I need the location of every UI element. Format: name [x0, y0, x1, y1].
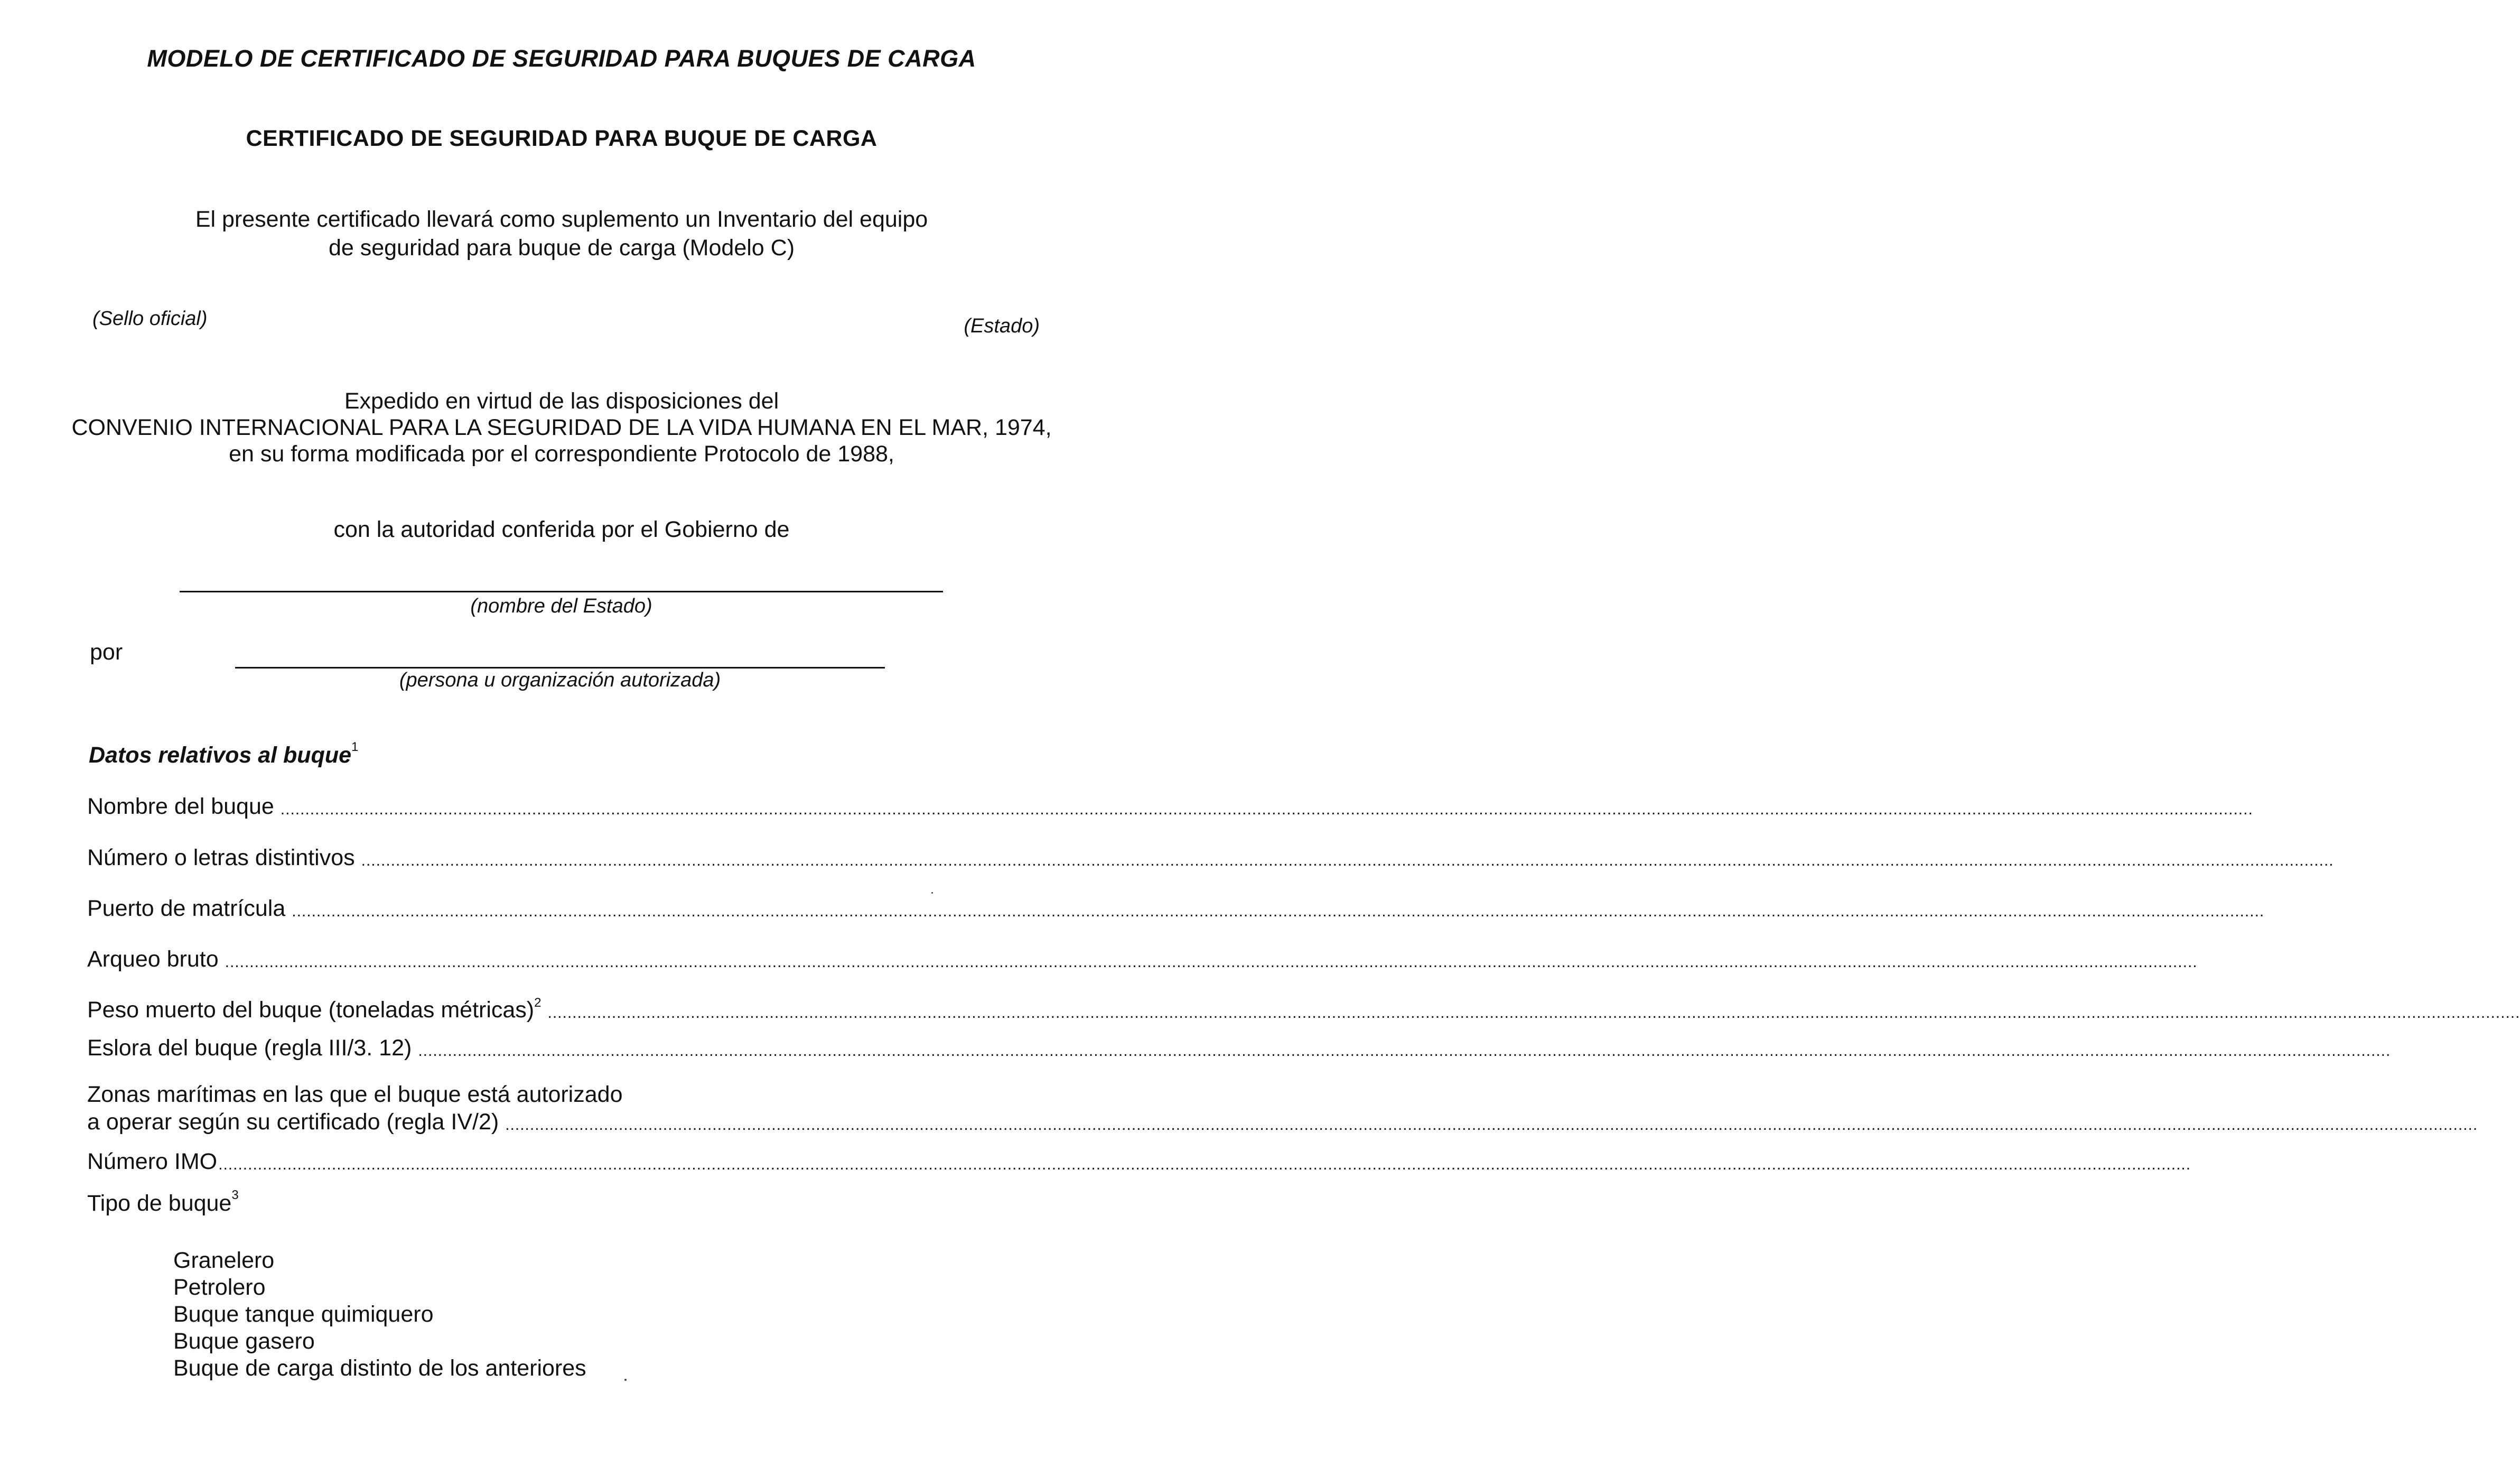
ship-length-field[interactable] — [87, 1034, 2391, 1062]
gross-tonnage-field[interactable] — [87, 945, 2198, 973]
ship-name-label: Nombre del buque — [87, 794, 274, 819]
distinctive-number-label: Número o letras distintivos — [87, 845, 355, 870]
state-label: (Estado) — [964, 315, 1040, 337]
deadweight-field[interactable] — [87, 989, 2520, 1024]
deadweight-dotted-line[interactable]: ................................................................................................................................................................................................................................................................................................................................................................................................................ — [547, 1004, 2520, 1022]
ship-name-field[interactable] — [87, 793, 2253, 820]
distinctive-number-field[interactable] — [87, 844, 2334, 871]
scan-speck — [931, 892, 933, 894]
authority-text: con la autoridad conferida por el Gobierno de — [333, 517, 790, 542]
footnote-marker-1: 1 — [351, 740, 359, 754]
ship-length-label: Eslora del buque (regla III/3. 12) — [87, 1035, 412, 1061]
imo-number-field[interactable] — [87, 1148, 2191, 1175]
state-name-caption: (nombre del Estado) — [470, 595, 652, 617]
ship-type-label: Tipo de buque$^3$ — [87, 1188, 239, 1216]
ship-type-list — [173, 1247, 586, 1382]
intro-text — [0, 205, 1123, 262]
ship-type-option[interactable]: Petrolero — [173, 1275, 266, 1300]
ship-type-option[interactable]: Buque de carga distinto de los anteriores — [173, 1355, 586, 1381]
ship-type-option[interactable]: Buque gasero — [173, 1329, 315, 1354]
ship-length-dotted-line[interactable]: ................................................................................................................................................................................................................................................................................................................................................................................................................ — [418, 1042, 2391, 1060]
seal-label: (Sello oficial) — [92, 308, 208, 330]
state-name-line[interactable] — [180, 591, 943, 592]
organization-line[interactable] — [235, 667, 885, 668]
organization-caption: (persona u organización autorizada) — [399, 669, 721, 691]
footnote-marker-2: 2 — [534, 996, 542, 1010]
ship-type-option[interactable]: Granelero — [173, 1248, 275, 1273]
sea-areas-dotted-line[interactable]: ................................................................................................................................................................................................................................................................................................................................................................................................................ — [505, 1116, 2478, 1134]
issued-line-2: CONVENIO INTERNACIONAL PARA LA SEGURIDAD DE LA VIDA HUMANA EN EL MAR, 1974, — [71, 415, 1052, 440]
sea-areas-label-line-2: a operar según su certificado (regla IV/2) — [87, 1109, 499, 1135]
model-title: MODELO DE CERTIFICADO DE SEGURIDAD PARA BUQUES DE CARGA — [147, 45, 976, 72]
sea-areas-label-line-1: Zonas marítimas en las que el buque está autorizado — [87, 1082, 623, 1107]
issued-line-1: Expedido en virtud de las disposiciones del — [344, 388, 779, 414]
scan-speck — [624, 1379, 627, 1381]
imo-number-label: Número IMO — [87, 1149, 218, 1174]
gross-tonnage-dotted-line[interactable]: ................................................................................................................................................................................................................................................................................................................................................................................................................ — [225, 953, 2198, 971]
intro-line-2: de seguridad para buque de carga (Modelo C) — [328, 235, 795, 261]
footnote-marker-3: 3 — [231, 1188, 239, 1202]
deadweight-label: Peso muerto del buque (toneladas métricas)$^2$ — [87, 996, 542, 1023]
imo-number-dotted-line[interactable]: ................................................................................................................................................................................................................................................................................................................................................................................................................ — [218, 1156, 2191, 1173]
port-of-registry-dotted-line[interactable]: ................................................................................................................................................................................................................................................................................................................................................................................................................ — [292, 903, 2265, 920]
issued-under-text — [0, 388, 1123, 467]
sea-areas-field[interactable] — [87, 1081, 2478, 1136]
ship-name-dotted-line[interactable]: ................................................................................................................................................................................................................................................................................................................................................................................................................ — [280, 801, 2253, 818]
gross-tonnage-label: Arqueo bruto — [87, 946, 219, 972]
ship-data-heading: Datos relativos al buque$^1$ — [89, 740, 359, 768]
issued-line-3: en su forma modificada por el correspondiente Protocolo de 1988, — [229, 441, 894, 467]
ship-type-option[interactable]: Buque tanque quimiquero — [173, 1302, 434, 1327]
intro-line-1: El presente certificado llevará como suplemento un Inventario del equipo — [195, 207, 928, 232]
port-of-registry-field[interactable] — [87, 895, 2265, 922]
certificate-title: CERTIFICADO DE SEGURIDAD PARA BUQUE DE CARGA — [246, 126, 878, 151]
distinctive-number-dotted-line[interactable]: ................................................................................................................................................................................................................................................................................................................................................................................................................ — [361, 852, 2334, 869]
port-of-registry-label: Puerto de matrícula — [87, 896, 286, 921]
por-label: por — [90, 639, 123, 665]
